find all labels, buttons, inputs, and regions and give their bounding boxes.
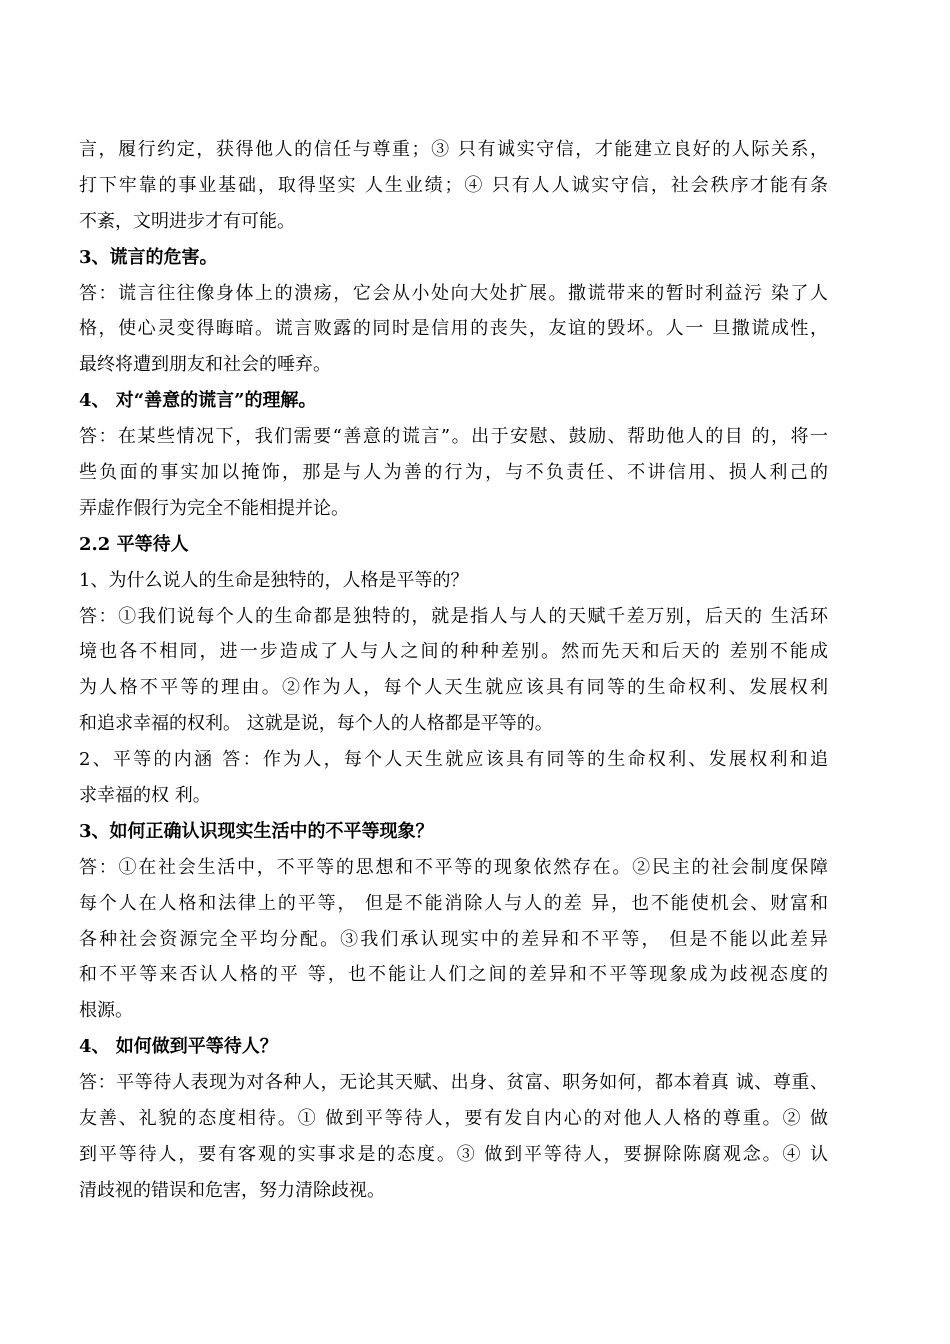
section-heading <box>79 240 828 276</box>
text-line: 4、 如何做到平等待人？ <box>79 1036 278 1058</box>
text-line: 2、平等的内涵 答：作为人，每个人天生就应该具有同等的生命权利、发展权利和追 <box>79 749 828 771</box>
text-line: 求幸福的权 利。 <box>79 785 211 807</box>
text-line: 各种社会资源完全平均分配。③我们承认现实中的差异和不平等， 但是不能以此差异 <box>79 928 828 950</box>
text-line: 友善、礼貌的态度相待。① 做到平等待人，要有发自内心的对他人人格的尊重。② 做 <box>79 1108 828 1130</box>
paragraph <box>79 850 828 1029</box>
text-line: 些负面的事实加以掩饰，那是与人为善的行为，与不负责任、不讲信用、损人利己的 <box>79 462 828 484</box>
text-line: 最终将遭到朋友和社会的唾弃。 <box>79 354 331 376</box>
text-line: 答：①在社会生活中，不平等的思想和不平等的现象依然存在。②民主的社会制度保障 <box>79 856 828 878</box>
section-heading <box>79 527 828 563</box>
paragraph <box>79 742 828 814</box>
text-line: 清歧视的错误和危害，努力清除歧视。 <box>79 1179 385 1201</box>
text-line: 和追求幸福的权利。 这就是说，每个人的人格都是平等的。 <box>79 713 553 735</box>
paragraph <box>79 419 828 527</box>
text-line: 格，使心灵变得晦暗。谎言败露的同时是信用的丧失，友谊的毁坏。人一 旦撒谎成性， <box>79 318 828 340</box>
text-line: 每个人在人格和法律上的平等， 但是不能消除人与人的差 异，也不能使机会、财富和 <box>79 892 828 914</box>
paragraph <box>79 1065 828 1209</box>
section-heading <box>79 383 828 419</box>
paragraph <box>79 276 828 384</box>
text-line: 到平等待人，要有客观的实事求是的态度。③ 做到平等待人，要摒除陈腐观念。④ 认 <box>79 1143 828 1165</box>
paragraph <box>79 132 828 240</box>
paragraph <box>79 599 828 743</box>
text-line: 打下牢靠的事业基础，取得坚实 人生业绩；④ 只有人人诚实守信，社会秩序才能有条 <box>79 174 828 196</box>
document-page <box>79 132 828 1209</box>
text-line: 答：①我们说每个人的生命都是独特的，就是指人与人的天赋千差万别，后天的 生活环 <box>79 605 828 627</box>
text-line: 境也各不相同，进一步造成了人与人之间的种种差别。然而先天和后天的 差别不能成 <box>79 641 828 663</box>
text-line: 3、如何正确认识现实生活中的不平等现象？ <box>79 820 434 842</box>
text-line: 3、谎言的危害。 <box>79 246 218 268</box>
text-line: 不紊，文明进步才有可能。 <box>79 210 295 232</box>
section-heading <box>79 1029 828 1065</box>
text-line: 答：在某些情况下，我们需要“善意的谎言”。出于安慰、鼓励、帮助他人的目 的，将一 <box>79 426 828 448</box>
text-line: 答：平等待人表现为对各种人，无论其天赋、出身、贫富、职务如何，都本着真 诚、尊重、 <box>79 1072 828 1094</box>
paragraph <box>79 563 828 599</box>
text-line: 答：谎言往往像身体上的溃疡，它会从小处向大处扩展。撒谎带来的暂时利益污 染了人 <box>79 282 828 304</box>
text-line: 根源。 <box>79 1000 133 1022</box>
text-line: 4、 对“善意的谎言”的理解。 <box>79 390 317 412</box>
text-line: 2.2 平等待人 <box>79 533 189 555</box>
text-line: 言，履行约定，获得他人的信任与尊重；③ 只有诚实守信，才能建立良好的人际关系， <box>79 139 828 160</box>
text-line: 弄虚作假行为完全不能相提并论。 <box>79 497 349 519</box>
text-line: 和不平等来否认人格的平 等，也不能让人们之间的差异和不平等现象成为歧视态度的 <box>79 964 828 986</box>
text-line: 1、为什么说人的生命是独特的，人格是平等的？ <box>79 569 469 591</box>
text-line: 为人格不平等的理由。②作为人，每个人天生就应该具有同等的生命权利、发展权利 <box>79 677 828 699</box>
section-heading <box>79 814 828 850</box>
